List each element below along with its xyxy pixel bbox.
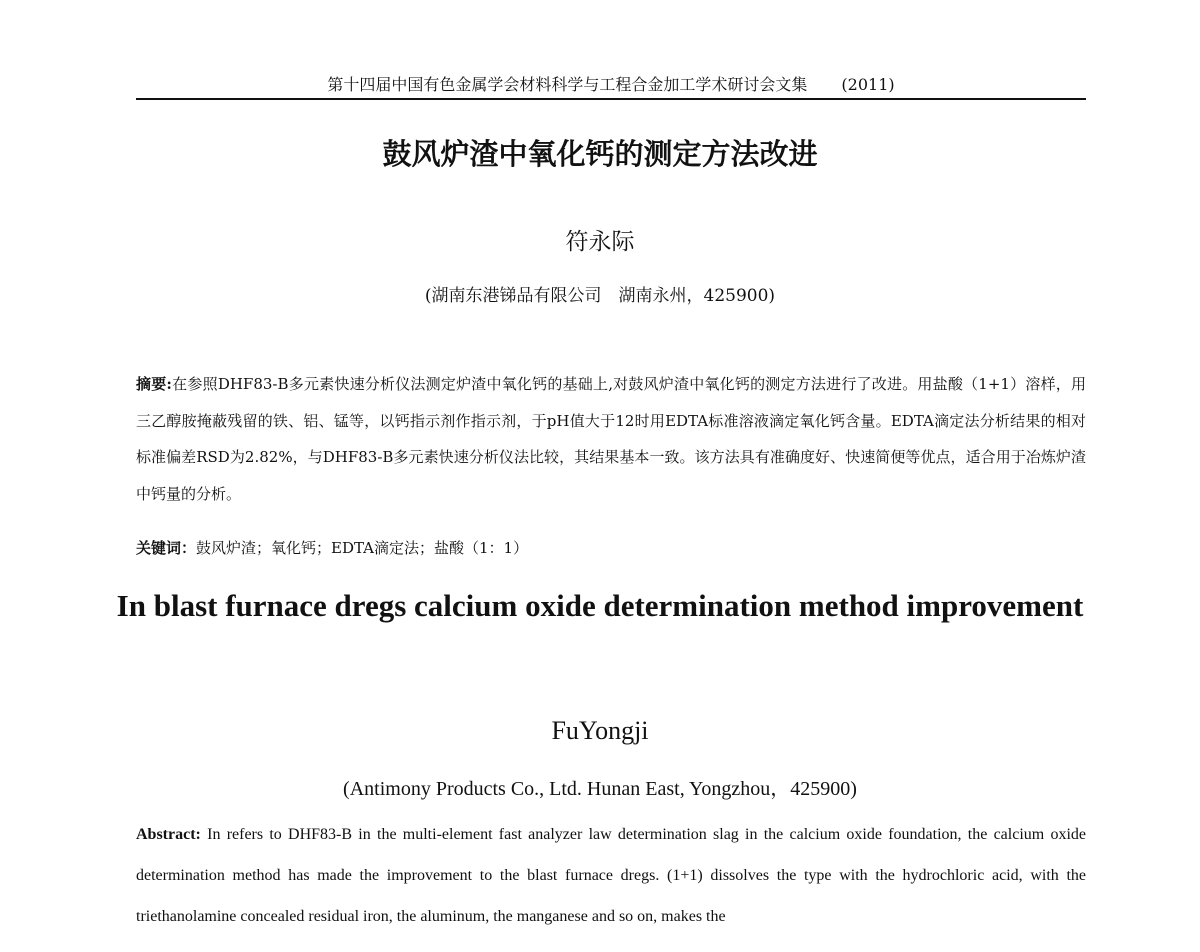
chinese-keywords <box>136 533 1086 563</box>
chinese-keywords-text: 鼓风炉渣；氧化钙；EDTA滴定法；盐酸（1：1） <box>196 539 529 557</box>
chinese-abstract-label: 摘要: <box>136 375 172 393</box>
chinese-affiliation: (湖南东港锑品有限公司 湖南永州，425900) <box>424 286 776 306</box>
chinese-title: 鼓风炉渣中氧化钙的测定方法改进 <box>382 137 818 171</box>
english-abstract-text: In refers to DHF83-B in the multi-element fast analyzer law determination slag in the calcium oxide foundation, the calcium oxide determination method has made the improvement to the blast furnace dregs. (1+1) dissolves the type with the hydrochloric acid, with the triethanolamine concealed residual iron, the aluminum, the manganese and so on, makes the <box>136 826 1087 925</box>
chinese-author: 符永际 <box>565 229 635 255</box>
running-header <box>136 72 1086 100</box>
english-title: In blast furnace dregs calcium oxide determination method improvement <box>116 588 1084 623</box>
chinese-keywords-label: 关键词： <box>136 539 197 557</box>
english-affiliation: (Antimony Products Co., Ltd. Hunan East, Yongzhou，425900) <box>343 778 857 800</box>
english-author: FuYongji <box>551 716 649 745</box>
conference-name: 第十四届中国有色金属学会材料科学与工程合金加工学术研讨会文集 <box>327 75 808 94</box>
chinese-abstract <box>136 366 1086 512</box>
english-abstract-label: Abstract: <box>136 826 201 843</box>
english-abstract <box>136 814 1086 937</box>
chinese-abstract-text: 在参照DHF83-B多元素快速分析仪法测定炉渣中氧化钙的基础上,对鼓风炉渣中氧化钙的测定方法进行了改进。用盐酸（1+1）溶样，用三乙醇胺掩蔽残留的铁、铝、锰等，以钙指示剂作指示剂，于pH值大于12时用EDTA标准溶液滴定氧化钙含量。EDTA滴定法分析结果的相对标准偏差RSD为2.82%，与DHF83-B多元素快速分析仪法比较，其结果基本一致。该方法具有准确度好、快速简便等优点，适合用于冶炼炉渣中钙量的分析。 <box>136 375 1086 503</box>
conference-year: (2011) <box>841 75 895 94</box>
